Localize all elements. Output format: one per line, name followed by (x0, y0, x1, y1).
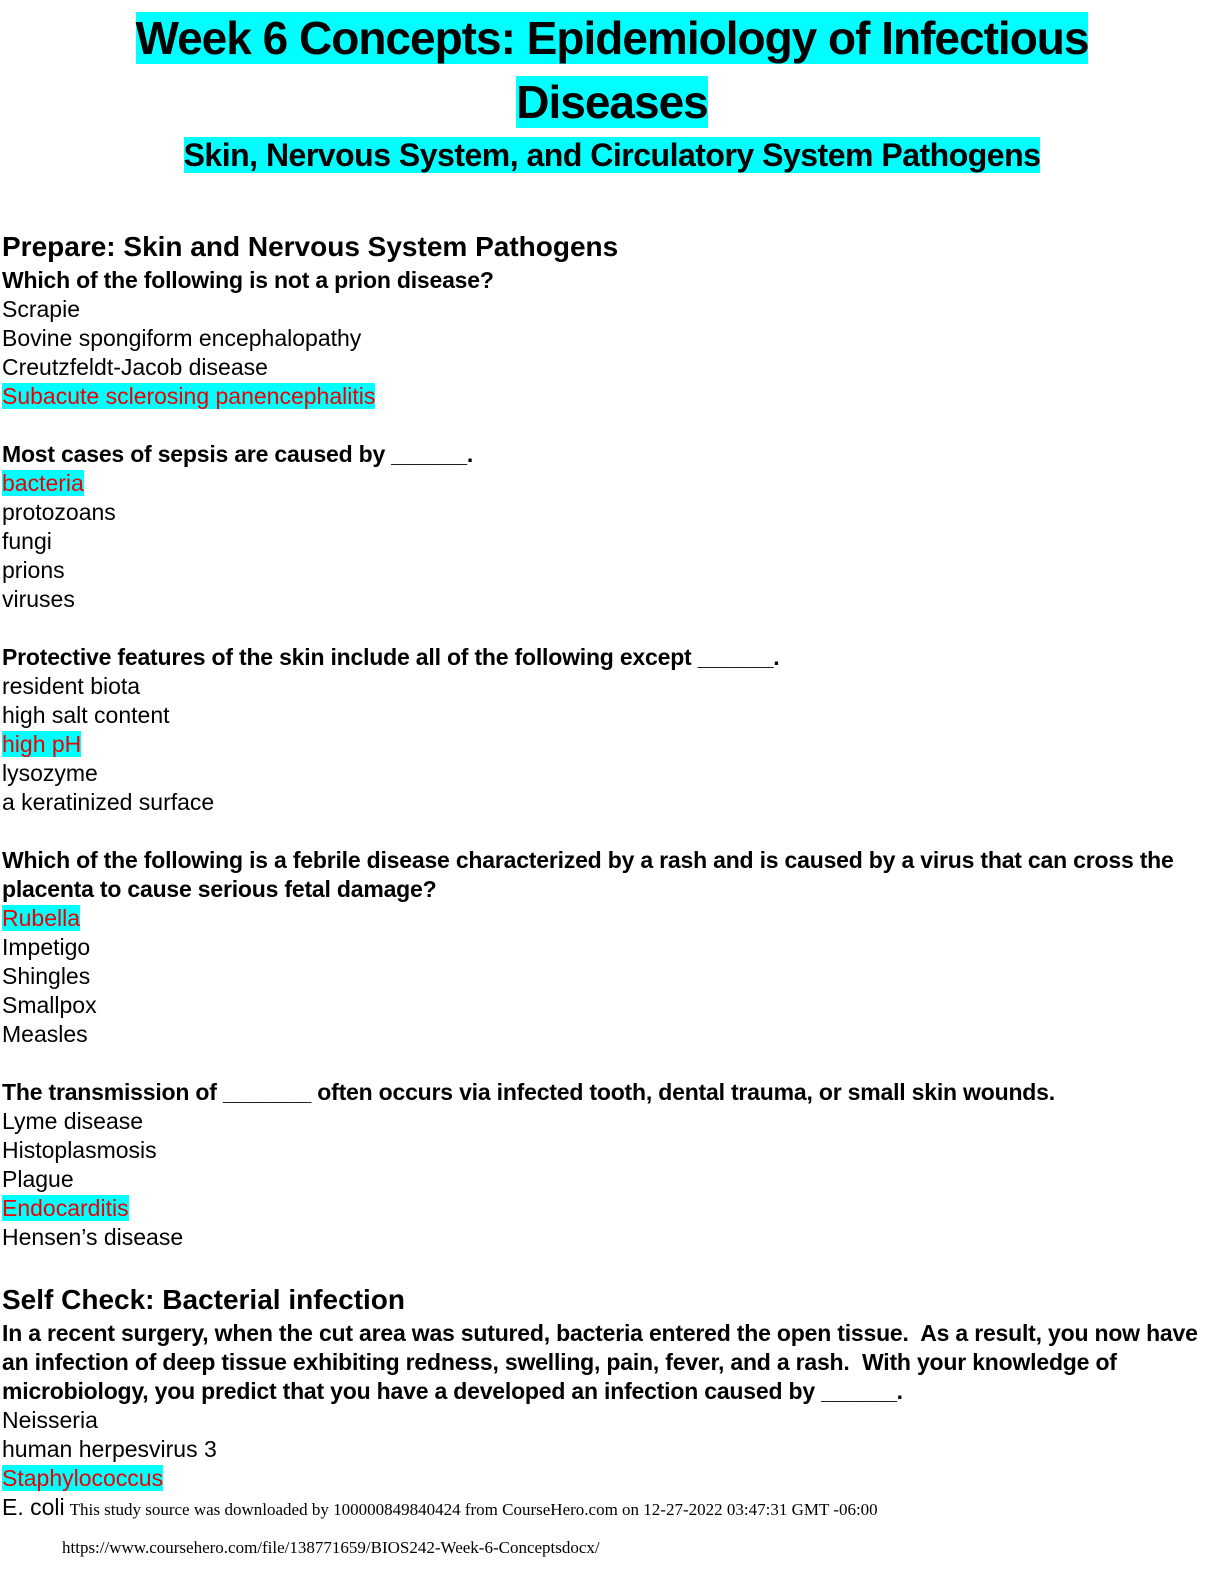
answer-option (2, 498, 1214, 527)
answer-option-text: Shingles (2, 963, 91, 989)
highlighted-answer: Rubella (2, 905, 80, 931)
answer-option-correct (2, 904, 1214, 933)
answer-option (2, 788, 1214, 817)
answer-option-text: E. coli (2, 1494, 65, 1520)
section-heading: Prepare: Skin and Nervous System Pathogens (2, 231, 619, 262)
answer-option (2, 1406, 1214, 1435)
title-line-1 (0, 6, 1224, 70)
document-subtitle (0, 134, 1224, 176)
document-header (0, 0, 1224, 176)
highlighted-answer: high pH (2, 731, 82, 757)
answer-option (2, 585, 1214, 614)
document-body (0, 228, 1214, 1524)
answer-option-text: Histoplasmosis (2, 1137, 157, 1163)
answer-option (2, 353, 1214, 382)
question-block (2, 846, 1214, 1049)
answer-option-correct (2, 730, 1214, 759)
question-prompt: Which of the following is a febrile disease characterized by a rash and is caused by a virus that can cross the placenta to cause serious fetal damage? (2, 847, 1180, 902)
highlighted-answer: Subacute sclerosing panencephalitis (2, 383, 376, 409)
answer-option (2, 324, 1214, 353)
answer-option-text: Hensen’s disease (2, 1224, 184, 1250)
answer-option-text: Plague (2, 1166, 74, 1192)
answer-option-text: Scrapie (2, 296, 80, 322)
question-block (2, 1319, 1214, 1524)
answer-option (2, 759, 1214, 788)
answer-option (2, 933, 1214, 962)
highlighted-answer: bacteria (2, 470, 84, 496)
answer-option-text: Smallpox (2, 992, 97, 1018)
title-line-2 (0, 70, 1224, 134)
highlighted-answer: Staphylococcus (2, 1465, 164, 1491)
answer-option (2, 1107, 1214, 1136)
title-line-2-text: Diseases (516, 76, 708, 128)
answer-option-text: lysozyme (2, 760, 98, 786)
answer-option-text: fungi (2, 528, 52, 554)
download-notice: This study source was downloaded by 100000849840424 from CourseHero.com on 12-27-2022 03:47:31 GMT -06:00 (69, 1500, 878, 1519)
answer-option-correct (2, 1464, 1214, 1493)
answer-option-text: Neisseria (2, 1407, 98, 1433)
answer-option (2, 1165, 1214, 1194)
answer-option (2, 527, 1214, 556)
answer-option-text: human herpesvirus 3 (2, 1436, 217, 1462)
answer-option-text: Lyme disease (2, 1108, 144, 1134)
question-block (2, 440, 1214, 614)
question-block (2, 1078, 1214, 1252)
section-heading: Self Check: Bacterial infection (2, 1284, 406, 1315)
answer-option-text: resident biota (2, 673, 141, 699)
document-subtitle-text: Skin, Nervous System, and Circulatory System Pathogens (183, 137, 1041, 173)
answer-option (2, 962, 1214, 991)
source-url: https://www.coursehero.com/file/138771659/BIOS242-Week-6-Conceptsdocx/ (62, 1538, 600, 1557)
answer-option (2, 295, 1214, 324)
answer-option (2, 1223, 1214, 1252)
question-prompt: Which of the following is not a prion disease? (2, 267, 494, 293)
answer-option (2, 556, 1214, 585)
answer-option-text: Bovine spongiform encephalopathy (2, 325, 362, 351)
answer-option-correct (2, 469, 1214, 498)
answer-option-text: a keratinized surface (2, 789, 215, 815)
answer-option (2, 1435, 1214, 1464)
question-block (2, 643, 1214, 817)
answer-option-text: prions (2, 557, 65, 583)
answer-option (2, 701, 1214, 730)
answer-option-text: high salt content (2, 702, 170, 728)
title-line-1-text: Week 6 Concepts: Epidemiology of Infectious (135, 12, 1089, 64)
question-block (2, 266, 1214, 411)
answer-option (2, 1493, 1214, 1524)
answer-option (2, 672, 1214, 701)
answer-option (2, 1136, 1214, 1165)
answer-option-correct (2, 1194, 1214, 1223)
answer-option (2, 991, 1214, 1020)
highlighted-answer: Endocarditis (2, 1195, 129, 1221)
question-prompt: The transmission of _______ often occurs via infected tooth, dental trauma, or small skin wounds. (2, 1079, 1055, 1105)
answer-option (2, 1020, 1214, 1049)
answer-option-correct (2, 382, 1214, 411)
answer-option-text: Creutzfeldt-Jacob disease (2, 354, 268, 380)
question-prompt: Most cases of sepsis are caused by ______. (2, 441, 474, 467)
question-prompt: In a recent surgery, when the cut area was sutured, bacteria entered the open tissue. As a result, you now have an infection of deep tissue exhibiting redness, swelling, pain, fever, and a rash. With your knowledge of microbiology, you predict that you have a developed an infection caused by ______. (2, 1320, 1204, 1404)
answer-option-text: viruses (2, 586, 75, 612)
answer-option-text: Impetigo (2, 934, 91, 960)
answer-option-text: protozoans (2, 499, 116, 525)
question-prompt: Protective features of the skin include all of the following except ______. (2, 644, 780, 670)
answer-option-text: Measles (2, 1021, 88, 1047)
